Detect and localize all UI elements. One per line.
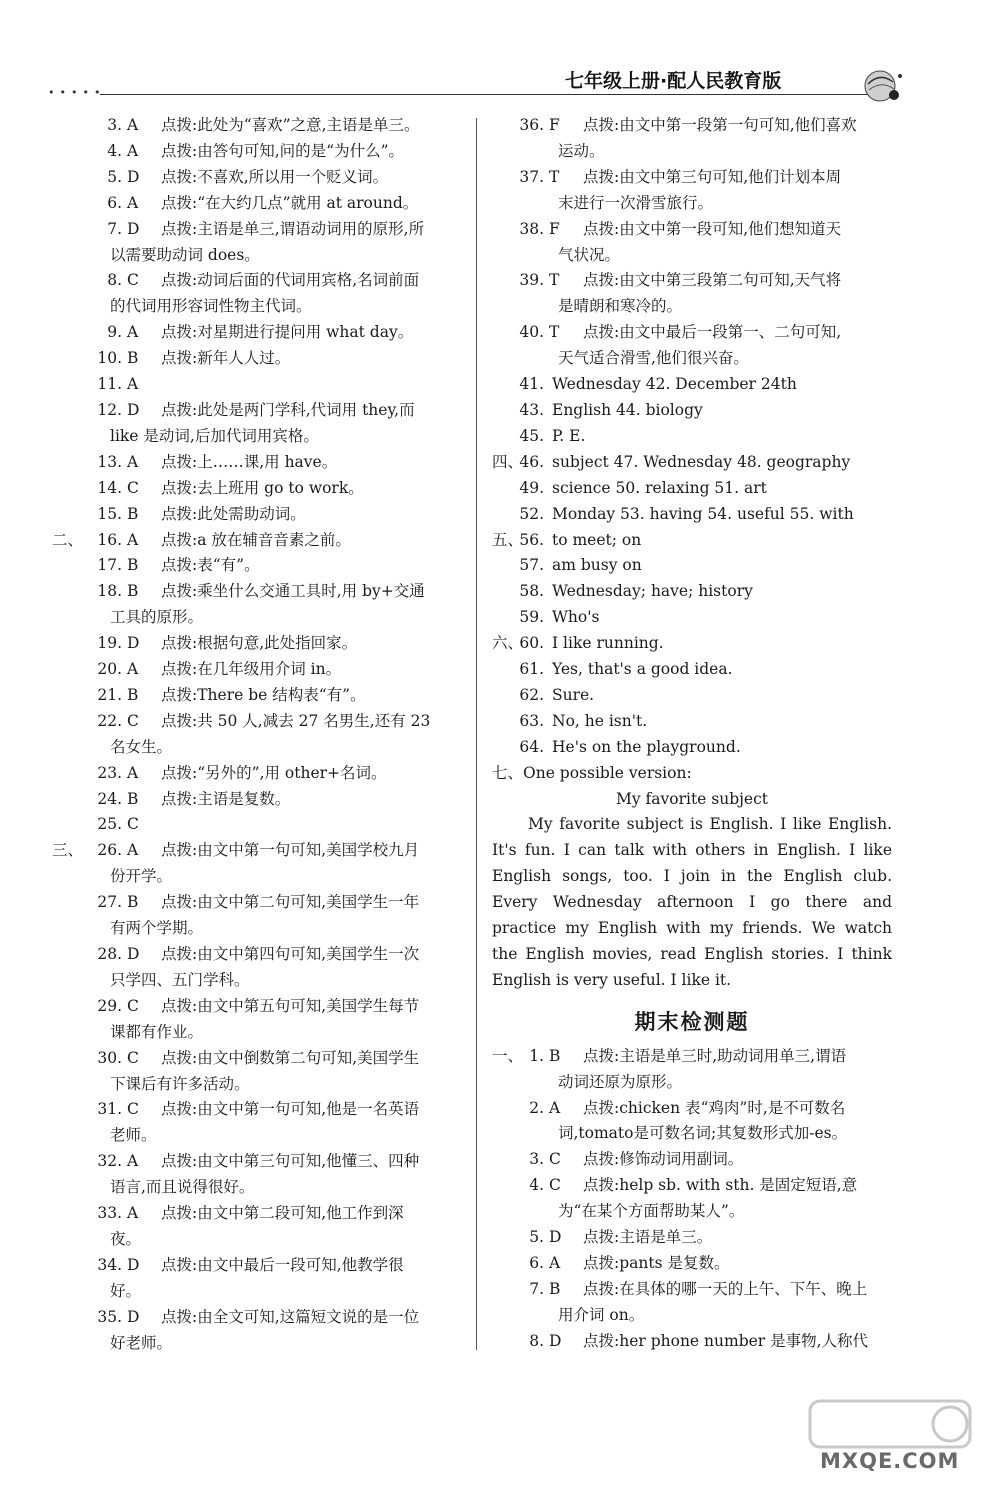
book-title: 七年级上册·配人民教育版 <box>565 70 782 92</box>
answer-explanation: 点拨:此处是两门学科,代词用 they,而 <box>161 400 415 419</box>
answer-explanation-continued: 天气适合滑雪,他们很兴奋。 <box>558 349 749 368</box>
question-number: 15. <box>97 504 122 523</box>
section-marker: 六、 <box>492 634 524 653</box>
question-number: 27. <box>97 893 122 912</box>
question-number: 45. <box>519 426 544 445</box>
answer-item <box>52 398 460 450</box>
answer-explanation-continued: 老师。 <box>110 1126 157 1145</box>
answer-letter: A <box>127 763 139 782</box>
question-number: 58. <box>519 582 544 601</box>
fill-item <box>492 450 902 476</box>
exam-title: 期末检测题 <box>634 1009 750 1034</box>
answer-item <box>492 1329 902 1355</box>
answer-item <box>52 217 460 269</box>
question-number: 30. <box>97 1048 122 1067</box>
answer-letter: D <box>549 1228 562 1247</box>
section-marker: 二、 <box>52 530 84 549</box>
answer-item <box>492 1147 902 1173</box>
answer-explanation: 点拨:在具体的哪一天的上午、下午、晚上 <box>583 1279 868 1298</box>
header-logo-icon <box>860 64 904 104</box>
fill-answer: English 44. biology <box>552 400 703 419</box>
answer-explanation: 点拨:chicken 表“鸡肉”时,是不可数名 <box>583 1098 846 1117</box>
question-number: 18. <box>97 582 122 601</box>
answer-item <box>52 994 460 1046</box>
answer-item <box>492 113 902 165</box>
question-number: 41. <box>519 375 544 394</box>
answer-letter: F <box>549 116 560 134</box>
answer-item <box>492 1277 902 1329</box>
answer-letter: D <box>127 167 140 186</box>
answer-item <box>52 372 460 398</box>
answer-explanation: 点拨:去上班用 go to work。 <box>161 478 364 497</box>
answer-item <box>52 528 460 554</box>
answer-item <box>52 450 460 476</box>
answer-letter: D <box>127 1307 140 1326</box>
fill-answer: am busy on <box>552 556 642 575</box>
fill-item <box>492 476 902 502</box>
composition <box>492 761 902 994</box>
answer-item <box>492 1225 902 1251</box>
answer-explanation: 点拨:“另外的”,用 other+名词。 <box>161 763 387 782</box>
answer-item <box>492 1251 902 1277</box>
question-number: 7. <box>529 1279 544 1298</box>
answer-item <box>492 1173 902 1225</box>
answer-letter: T <box>549 167 560 186</box>
answer-letter: D <box>127 945 140 963</box>
fill-item <box>492 683 902 709</box>
answer-explanation: 点拨:由文中第三段第二句可知,天气将 <box>583 271 842 290</box>
answer-item <box>52 139 460 165</box>
answer-letter: D <box>549 1331 562 1350</box>
answer-item <box>52 890 460 942</box>
answer-explanation: 点拨:修饰动词用副词。 <box>583 1150 744 1169</box>
question-number: 64. <box>519 737 544 756</box>
answer-letter: A <box>127 1152 139 1171</box>
answer-item <box>52 683 460 709</box>
answer-item <box>52 709 460 761</box>
answer-explanation-continued: 动词还原为原形。 <box>558 1072 683 1091</box>
column-divider <box>476 118 477 1350</box>
question-number: 22. <box>97 711 122 730</box>
question-number: 2. <box>529 1098 544 1117</box>
answer-explanation-continued: 气状况。 <box>558 245 621 264</box>
answer-letter: A <box>549 1253 561 1272</box>
answer-item <box>52 579 460 631</box>
question-number: 20. <box>97 660 122 679</box>
question-number: 4. <box>529 1176 544 1195</box>
answer-explanation: 点拨:根据句意,此处指回家。 <box>161 634 358 653</box>
answer-letter: B <box>127 685 139 704</box>
answer-letter: C <box>549 1150 561 1169</box>
header-rule <box>100 94 870 95</box>
fill-answer: No, he isn't. <box>552 711 648 730</box>
question-number: 60. <box>519 634 544 653</box>
answer-letter: F <box>549 219 560 238</box>
answer-letter: D <box>127 634 140 653</box>
answer-explanation: 点拨:由文中第一段第一句可知,他们喜欢 <box>583 116 857 134</box>
answer-letter: A <box>549 1098 561 1117</box>
answer-explanation-continued: 好。 <box>110 1281 142 1300</box>
fill-item <box>492 735 902 761</box>
section-marker: 四、 <box>492 452 524 471</box>
question-number: 35. <box>97 1307 122 1326</box>
answer-item <box>52 787 460 813</box>
answer-explanation-continued: 用介词 on。 <box>558 1305 645 1324</box>
answer-explanation: 点拨:新年人人过。 <box>161 349 291 368</box>
question-number: 43. <box>519 400 544 419</box>
answer-explanation: 点拨:There be 结构表“有”。 <box>161 685 366 704</box>
answer-explanation: 点拨:此处需助动词。 <box>161 504 306 523</box>
fill-item <box>492 424 902 450</box>
answer-letter: C <box>127 1048 139 1067</box>
question-number: 5. <box>529 1228 544 1247</box>
answer-explanation-continued: 只学四、五门学科。 <box>110 970 250 989</box>
answer-explanation-continued: 下课后有许多活动。 <box>110 1074 250 1093</box>
answer-letter: A <box>127 116 139 134</box>
answer-explanation-continued: 课都有作业。 <box>110 1022 204 1041</box>
answer-item <box>492 1096 902 1148</box>
answer-explanation: 点拨:由文中第二句可知,美国学生一年 <box>161 893 420 912</box>
question-number: 13. <box>97 452 122 471</box>
question-number: 34. <box>97 1255 122 1274</box>
question-number: 3. <box>107 116 122 134</box>
answer-explanation: 点拨:主语是复数。 <box>161 789 291 808</box>
question-number: 31. <box>97 1100 122 1119</box>
answer-explanation-continued: 运动。 <box>558 141 605 160</box>
answer-letter: A <box>127 530 139 549</box>
answer-item <box>52 191 460 217</box>
question-number: 4. <box>107 141 122 160</box>
answer-explanation: 点拨:由文中第二段可知,他工作到深 <box>161 1204 404 1223</box>
answer-letter: C <box>549 1176 561 1195</box>
answer-item <box>52 1201 460 1253</box>
answer-explanation: 点拨:由文中第一句可知,美国学校九月 <box>161 841 420 860</box>
answer-item <box>52 1097 460 1149</box>
fill-item <box>492 631 902 657</box>
answer-letter: A <box>127 1204 139 1223</box>
section-marker: 一、 <box>492 1046 524 1065</box>
question-number: 52. <box>519 504 544 523</box>
question-number: 46. <box>519 452 544 471</box>
answer-item <box>52 1046 460 1098</box>
fill-answer: P. E. <box>552 426 586 445</box>
fill-answer: Monday 53. having 54. useful 55. with <box>552 504 854 523</box>
fill-item <box>492 605 902 631</box>
answer-letter: C <box>127 478 139 497</box>
answer-item <box>492 165 902 217</box>
question-number: 49. <box>519 478 544 497</box>
answer-letter: A <box>127 323 139 342</box>
answer-explanation: 点拨:由文中最后一段可知,他教学很 <box>161 1255 404 1274</box>
answer-explanation-continued: 份开学。 <box>110 867 173 886</box>
question-number: 63. <box>519 711 544 730</box>
answer-item <box>52 320 460 346</box>
exam-answer-list <box>492 1044 902 1355</box>
answer-explanation: 点拨:由文中第三句可知,他们计划本周 <box>583 167 842 186</box>
answer-explanation: 点拨:表“有”。 <box>161 556 260 575</box>
answer-explanation-continued: 好老师。 <box>110 1333 173 1352</box>
answer-explanation: 点拨:由文中第五句可知,美国学生每节 <box>161 996 420 1015</box>
section-marker: 五、 <box>492 530 524 549</box>
question-number: 29. <box>97 996 122 1015</box>
answer-item <box>492 217 902 269</box>
answer-letter: A <box>127 193 139 212</box>
question-number: 59. <box>519 608 544 627</box>
answer-item <box>52 346 460 372</box>
answer-item <box>52 761 460 787</box>
fill-answer: Who's <box>552 608 600 627</box>
answer-item <box>52 657 460 683</box>
answer-explanation: 点拨:不喜欢,所以用一个贬义词。 <box>161 167 389 186</box>
answer-explanation: 点拨:对星期进行提问用 what day。 <box>161 323 414 342</box>
question-number: 37. <box>519 167 544 186</box>
answer-explanation-continued: 语言,而且说得很好。 <box>110 1178 255 1197</box>
fill-answer: Wednesday; have; history <box>552 582 753 601</box>
answer-letter: C <box>127 711 139 730</box>
question-number: 21. <box>97 685 122 704</box>
question-number: 24. <box>97 789 122 808</box>
answer-explanation: 点拨:由文中最后一段第一、二句可知, <box>583 323 842 342</box>
right-answer-list <box>492 113 902 372</box>
answer-letter: T <box>549 323 560 342</box>
question-number: 6. <box>107 193 122 212</box>
answer-item <box>52 812 460 838</box>
answer-letter: C <box>127 1100 139 1119</box>
question-number: 38. <box>519 219 544 238</box>
answer-letter: A <box>127 452 139 471</box>
answer-letter: B <box>127 582 139 601</box>
answer-letter: C <box>127 996 139 1015</box>
question-number: 16. <box>97 530 122 549</box>
answer-letter: B <box>549 1046 561 1065</box>
fill-answer: to meet; on <box>552 530 642 549</box>
answer-item <box>52 553 460 579</box>
fill-item <box>492 579 902 605</box>
question-number: 57. <box>519 556 544 575</box>
question-number: 3. <box>529 1150 544 1169</box>
answer-explanation: 点拨:pants 是复数。 <box>583 1253 730 1272</box>
answer-explanation-continued: 的代词用形容词性物主代词。 <box>110 297 312 316</box>
question-number: 32. <box>97 1152 122 1171</box>
answer-letter: B <box>127 556 139 575</box>
answer-item <box>52 268 460 320</box>
question-number: 33. <box>97 1204 122 1223</box>
answer-letter: A <box>127 141 139 160</box>
answer-explanation-continued: 有两个学期。 <box>110 919 204 938</box>
answer-letter: A <box>127 841 139 860</box>
answer-explanation-continued: 以需要助动词 does。 <box>110 245 260 264</box>
watermark-url: MXQE.COM <box>820 1449 960 1473</box>
question-number: 8. <box>107 271 122 290</box>
answer-explanation-continued: 是晴朗和寒冷的。 <box>558 297 683 316</box>
answer-explanation: 点拨:help sb. with sth. 是固定短语,意 <box>583 1176 858 1195</box>
fill-answer: Sure. <box>552 685 595 704</box>
answer-explanation: 点拨:在几年级用介词 in。 <box>161 660 342 679</box>
question-number: 7. <box>107 219 122 238</box>
answer-letter: B <box>127 893 139 912</box>
answer-explanation: 点拨:her phone number 是事物,人称代 <box>583 1331 869 1350</box>
question-number: 17. <box>97 556 122 575</box>
answer-item <box>492 268 902 320</box>
answer-item <box>52 113 460 139</box>
answer-item <box>52 165 460 191</box>
answer-letter: A <box>127 375 139 394</box>
answer-explanation-continued: 工具的原形。 <box>110 608 204 627</box>
fill-answer: subject 47. Wednesday 48. geography <box>552 452 851 471</box>
answer-item <box>52 942 460 994</box>
answer-item <box>492 1044 902 1096</box>
answer-item <box>52 476 460 502</box>
fill-item <box>492 553 902 579</box>
answer-letter: B <box>127 504 139 523</box>
answer-explanation: 点拨:由文中第三句可知,他懂三、四种 <box>161 1152 420 1171</box>
answer-letter: D <box>127 400 140 419</box>
answer-explanation-continued: 夜。 <box>110 1229 142 1248</box>
answer-explanation-continued: 为“在某个方面帮助某人”。 <box>558 1202 745 1221</box>
fill-answer: science 50. relaxing 51. art <box>552 478 767 497</box>
question-number: 28. <box>97 945 122 963</box>
answer-letter: D <box>127 1255 140 1274</box>
answer-letter: D <box>127 219 140 238</box>
question-number: 10. <box>97 349 122 368</box>
answer-explanation: 点拨:由文中第一段可知,他们想知道天 <box>583 219 842 238</box>
answer-explanation: 点拨:乘坐什么交通工具时,用 by+交通 <box>161 582 425 601</box>
answer-explanation: 点拨:共 50 人,减去 27 名男生,还有 23 <box>161 711 431 730</box>
answer-explanation: 点拨:由文中第四句可知,美国学生一次 <box>161 945 420 963</box>
fill-answer: Wednesday 42. December 24th <box>552 375 797 394</box>
answer-explanation: 点拨:主语是单三时,助动词用单三,谓语 <box>583 1046 847 1065</box>
question-number: 19. <box>97 634 122 653</box>
left-column <box>52 113 460 1357</box>
composition-body: My favorite subject is English. I like English. It's fun. I can talk with others in English. I like English songs, too. I join in the English club. Every Wednesday afternoon I go there and practice my English with my friends. We watch the English movies, read English stories. I think English is very useful. I like it. <box>492 815 892 989</box>
answer-explanation: 点拨:由全文可知,这篇短文说的是一位 <box>161 1307 420 1326</box>
fill-item <box>492 657 902 683</box>
question-number: 8. <box>529 1331 544 1350</box>
question-number: 40. <box>519 323 544 342</box>
answer-letter: A <box>127 660 139 679</box>
answer-explanation: 点拨:“在大约几点”就用 at around。 <box>161 193 419 212</box>
fill-answer-list <box>492 372 902 761</box>
question-number: 23. <box>97 763 122 782</box>
composition-title: My favorite subject <box>615 789 769 808</box>
question-number: 25. <box>97 815 122 834</box>
answer-explanation: 点拨:主语是单三,谓语动词用的原形,所 <box>161 219 425 238</box>
answer-explanation: 点拨:动词后面的代词用宾格,名词前面 <box>161 271 420 290</box>
question-number: 6. <box>529 1253 544 1272</box>
watermark <box>790 1395 990 1480</box>
header-dots: ••••• <box>48 86 106 99</box>
question-number: 5. <box>107 167 122 186</box>
question-number: 39. <box>519 271 544 290</box>
answer-item <box>52 1305 460 1357</box>
question-number: 26. <box>97 841 122 860</box>
fill-answer: I like running. <box>552 634 664 653</box>
answer-item <box>52 631 460 657</box>
fill-answer: He's on the playground. <box>552 737 741 756</box>
answer-explanation: 点拨:由答句可知,问的是“为什么”。 <box>161 141 404 160</box>
fill-item <box>492 502 902 528</box>
question-number: 1. <box>529 1046 544 1065</box>
fill-item <box>492 398 902 424</box>
answer-explanation-continued: 名女生。 <box>110 737 173 756</box>
answer-explanation: 点拨:主语是单三。 <box>583 1228 713 1247</box>
answer-item <box>52 502 460 528</box>
answer-item <box>52 1149 460 1201</box>
answer-explanation-continued: 词,tomato是可数名词;其复数形式加-es。 <box>558 1124 848 1143</box>
answer-explanation: 点拨:此处为“喜欢”之意,主语是单三。 <box>161 116 420 134</box>
question-number: 12. <box>97 400 122 419</box>
question-number: 11. <box>97 375 122 394</box>
question-number: 9. <box>107 323 122 342</box>
fill-item <box>492 528 902 554</box>
question-number: 14. <box>97 478 122 497</box>
answer-explanation-continued: like 是动词,后加代词用宾格。 <box>110 426 319 445</box>
answer-letter: B <box>549 1279 561 1298</box>
answer-letter: C <box>127 271 139 290</box>
answer-letter: T <box>549 271 560 290</box>
answer-explanation: 点拨:由文中第一句可知,他是一名英语 <box>161 1100 420 1119</box>
question-number: 61. <box>519 660 544 679</box>
right-column <box>492 113 902 1355</box>
answer-explanation: 点拨:上……课,用 have。 <box>161 452 338 471</box>
question-number: 56. <box>519 530 544 549</box>
answer-item <box>52 838 460 890</box>
composition-heading: 七、One possible version: <box>492 763 692 782</box>
answer-explanation: 点拨:a 放在辅音音素之前。 <box>161 530 351 549</box>
answer-explanation-continued: 末进行一次滑雪旅行。 <box>558 193 714 212</box>
fill-item <box>492 709 902 735</box>
question-number: 36. <box>519 116 544 134</box>
fill-answer: Yes, that's a good idea. <box>552 660 733 679</box>
question-number: 62. <box>519 685 544 704</box>
answer-letter: C <box>127 815 139 834</box>
answer-item <box>492 320 902 372</box>
answer-item <box>52 1253 460 1305</box>
answer-explanation: 点拨:由文中倒数第二句可知,美国学生 <box>161 1048 420 1067</box>
fill-item <box>492 372 902 398</box>
answer-letter: B <box>127 789 139 808</box>
section-marker: 三、 <box>52 841 84 860</box>
answer-letter: B <box>127 349 139 368</box>
page-header <box>0 0 1000 110</box>
watermark-logo-icon <box>790 1395 990 1455</box>
